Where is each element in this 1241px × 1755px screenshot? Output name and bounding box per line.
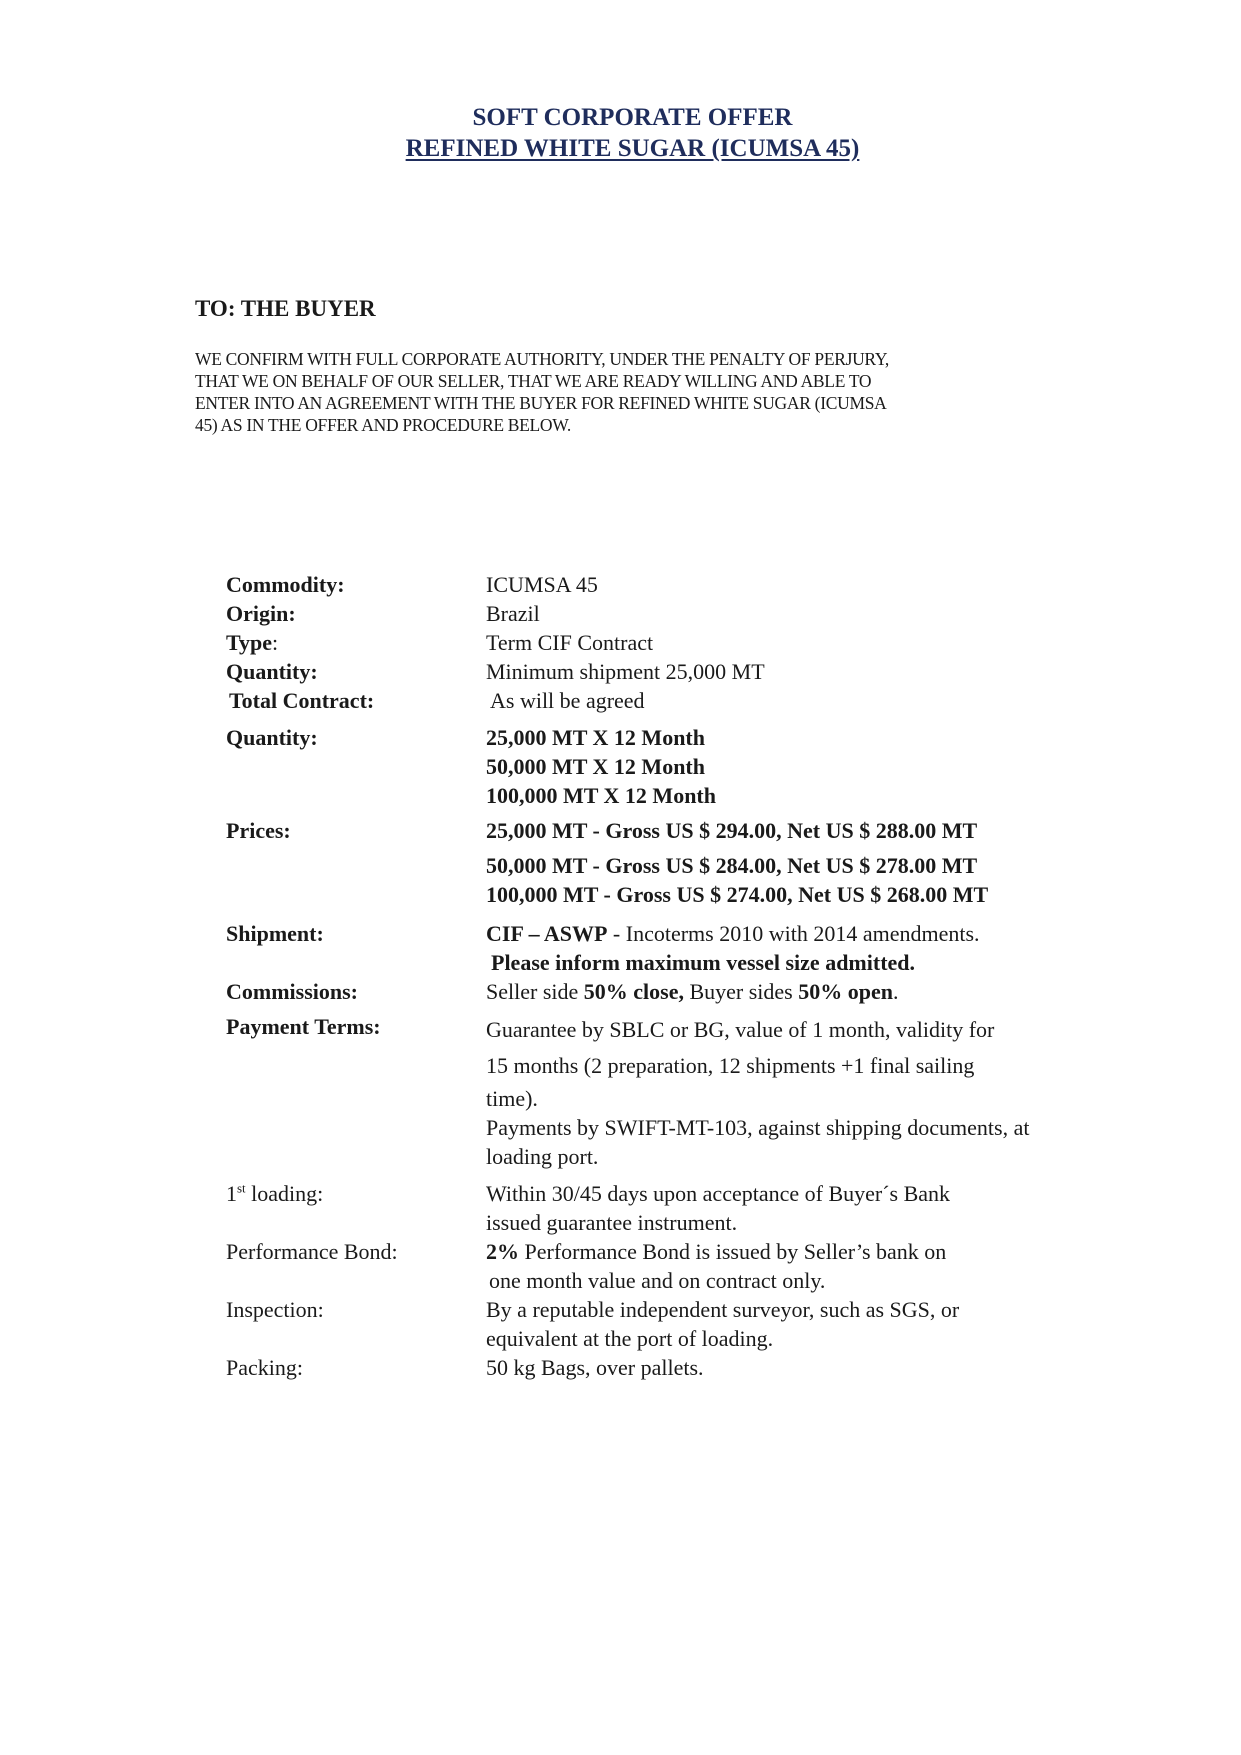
bond-line: one month value and on contract only. [489, 1268, 826, 1293]
bond-percent: 2% [486, 1239, 519, 1264]
commission-buyer: 50% open [798, 979, 893, 1004]
term-label: Shipment: [226, 921, 324, 946]
term-value [486, 1295, 1126, 1353]
payment-line: Payments by SWIFT-MT-103, against shipping documents, at [486, 1115, 1030, 1140]
loading-line: Within 30/45 days upon acceptance of Buyer´s Bank [486, 1181, 951, 1206]
payment-line: loading port. [486, 1144, 599, 1169]
term-label: Quantity: [226, 725, 318, 750]
term-label [226, 628, 278, 657]
term-label: Origin: [226, 601, 296, 626]
shipment-incoterms: - Incoterms 2010 with 2014 amendments. [607, 921, 980, 946]
term-label-colon: : [272, 630, 279, 655]
payment-line: Guarantee by SBLC or BG, value of 1 month, validity for [486, 1017, 995, 1042]
term-value [486, 723, 1126, 810]
term-value: Minimum shipment 25,000 MT [486, 659, 765, 684]
term-value: As will be agreed [490, 688, 645, 713]
term-value [486, 919, 1126, 977]
commission-seller: 50% close, [583, 979, 684, 1004]
term-label-ordinal: st [237, 1180, 246, 1196]
inspection-line: By a reputable independent surveyor, such as SGS, or [486, 1297, 960, 1322]
term-label: Packing: [226, 1355, 303, 1380]
bond-line [486, 1237, 1126, 1266]
quantity-line: 100,000 MT X 12 Month [486, 783, 716, 808]
price-line: 50,000 MT - Gross US $ 284.00, Net US $ 278.00 MT [486, 853, 978, 878]
inspection-line: equivalent at the port of loading. [486, 1326, 774, 1351]
term-value [486, 1179, 1126, 1237]
term-value: Brazil [486, 601, 540, 626]
term-value [486, 977, 1126, 1006]
intro-line: ENTER INTO AN AGREEMENT WITH THE BUYER FOR REFINED WHITE SUGAR (ICUMSA [195, 393, 887, 413]
term-label-text: loading: [245, 1181, 324, 1206]
shipment-line [486, 919, 1126, 948]
payment-line: time). [486, 1086, 538, 1111]
intro-paragraph [195, 348, 1075, 436]
commission-text: . [892, 979, 899, 1004]
term-label-bold: Type [226, 630, 273, 655]
addressee: TO: THE BUYER [195, 296, 376, 321]
quantity-line: 25,000 MT X 12 Month [486, 725, 705, 750]
intro-line: 45) AS IN THE OFFER AND PROCEDURE BELOW. [195, 415, 571, 435]
term-value [486, 1012, 1126, 1171]
term-value [486, 1237, 1126, 1295]
term-label: Commodity: [226, 572, 345, 597]
term-value: ICUMSA 45 [486, 572, 598, 597]
document-title: SOFT CORPORATE OFFER [472, 104, 793, 131]
term-label: Quantity: [226, 659, 318, 684]
bond-text: Performance Bond is issued by Seller’s bank on [519, 1239, 947, 1264]
shipment-note: Please inform maximum vessel size admitted. [491, 950, 916, 975]
loading-line: issued guarantee instrument. [486, 1210, 738, 1235]
term-value: Term CIF Contract [486, 630, 654, 655]
payment-line: 15 months (2 preparation, 12 shipments +1 final sailing [486, 1053, 975, 1078]
term-label: Commissions: [226, 979, 359, 1004]
shipment-terms: CIF – ASWP [486, 921, 608, 946]
term-label: Total Contract: [229, 688, 375, 713]
term-value: 50 kg Bags, over pallets. [486, 1355, 704, 1380]
price-line: 25,000 MT - Gross US $ 294.00, Net US $ 288.00 MT [486, 818, 978, 843]
term-label: Prices: [226, 818, 291, 843]
commission-text: Seller side [486, 979, 584, 1004]
document-subtitle: REFINED WHITE SUGAR (ICUMSA 45) [405, 135, 860, 162]
term-label-number: 1 [226, 1181, 237, 1206]
term-label: Inspection: [226, 1297, 324, 1322]
term-value [486, 816, 1126, 909]
term-label: Performance Bond: [226, 1239, 398, 1264]
price-line: 100,000 MT - Gross US $ 274.00, Net US $ 268.00 MT [486, 882, 989, 907]
quantity-line: 50,000 MT X 12 Month [486, 754, 705, 779]
commission-text: Buyer sides [683, 979, 799, 1004]
term-label: Payment Terms: [226, 1014, 381, 1039]
intro-line: THAT WE ON BEHALF OF OUR SELLER, THAT WE ARE READY WILLING AND ABLE TO [195, 371, 872, 391]
term-label [226, 1179, 323, 1208]
intro-line: WE CONFIRM WITH FULL CORPORATE AUTHORITY, UNDER THE PENALTY OF PERJURY, [195, 349, 889, 369]
